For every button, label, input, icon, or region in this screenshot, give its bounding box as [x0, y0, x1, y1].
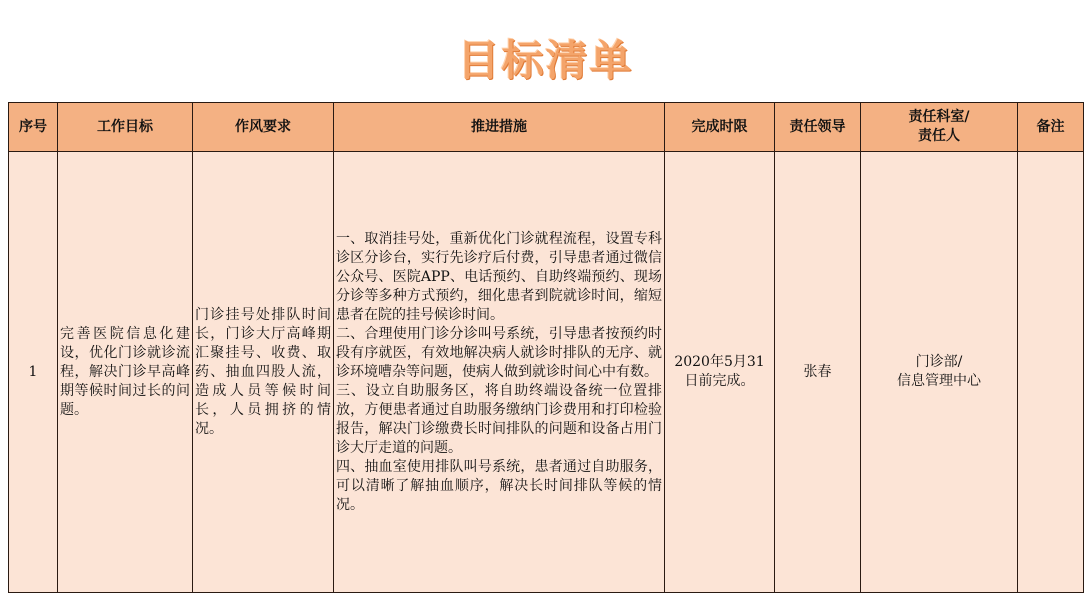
header-leader: 责任领导 — [775, 103, 861, 152]
header-measures: 推进措施 — [334, 103, 665, 152]
goal-table — [8, 102, 1084, 593]
cell-style: 门诊挂号处排队时间长，门诊大厅高峰期汇聚挂号、收费、取药、抽血四股人流，造成人员等候时间长，人员拥挤的情况。 — [193, 152, 334, 593]
dept-line2: 信息管理中心 — [897, 373, 981, 389]
deadline-line1: 2020年5月31 — [674, 354, 765, 370]
cell-remark — [1018, 152, 1084, 593]
header-dept-line2: 责任人 — [918, 128, 960, 144]
header-dept — [861, 103, 1018, 152]
cell-dept — [861, 152, 1018, 593]
deadline-line2: 日前完成。 — [684, 373, 755, 389]
page-title: 目标清单 — [457, 36, 634, 85]
header-index: 序号 — [9, 103, 58, 152]
header-style: 作风要求 — [193, 103, 334, 152]
measure-item: 一、取消挂号处，重新优化门诊就程流程，设置专科诊区分诊台，实行先诊疗后付费，引导患者通过微信公众号、医院APP、电话预约、自助终端预约、现场分诊等多种方式预约，细化患者到院就诊时间，缩短患者在院的挂号候诊时间。 — [336, 230, 662, 323]
header-remark: 备注 — [1018, 103, 1084, 152]
measure-item: 二、合理使用门诊分诊叫号系统，引导患者按预约时段有序就医，有效地解决病人就诊时排队的无序、就诊环境嘈杂等问题，使病人做到就诊时间心中有数。 — [336, 325, 662, 380]
table-row — [9, 152, 1084, 593]
measure-item: 四、抽血室使用排队叫号系统，患者通过自助服务，可以清晰了解抽血顺序，解决长时间排队等候的情况。 — [336, 458, 662, 513]
dept-line1: 门诊部/ — [915, 354, 963, 370]
cell-index: 1 — [9, 152, 58, 593]
cell-measures — [334, 152, 665, 593]
header-row — [9, 103, 1084, 152]
cell-deadline — [665, 152, 775, 593]
cell-goal: 完善医院信息化建设，优化门诊就诊流程，解决门诊早高峰期等候时间过长的问题。 — [58, 152, 193, 593]
header-dept-line1: 责任科室/ — [908, 109, 970, 125]
header-deadline: 完成时限 — [665, 103, 775, 152]
measure-item: 三、设立自助服务区，将自助终端设备统一位置排放，方便患者通过自助服务缴纳门诊费用和打印检验报告，解决门诊缴费长时间排队的问题和设备占用门诊大厅走道的问题。 — [336, 382, 662, 456]
header-goal: 工作目标 — [58, 103, 193, 152]
cell-leader: 张春 — [775, 152, 861, 593]
